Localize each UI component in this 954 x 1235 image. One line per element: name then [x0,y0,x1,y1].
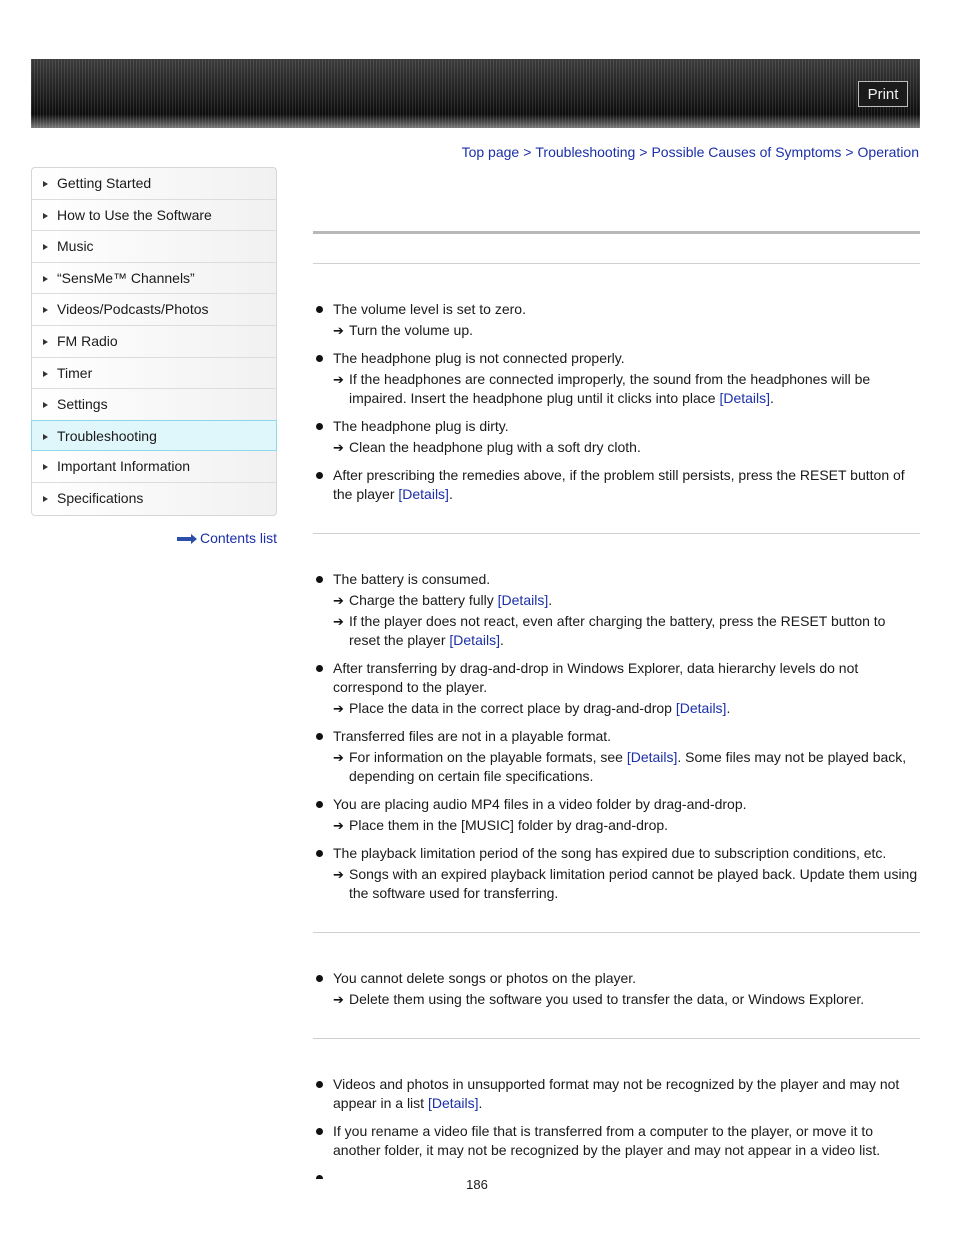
details-link[interactable]: [Details] [497,592,549,608]
bullet-icon [316,472,323,479]
bullet-icon [316,355,323,362]
breadcrumb-separator: > [523,144,532,160]
list-item [313,659,918,718]
remedy-text: Clean the headphone plug with a soft dry cloth. [349,439,641,455]
remedy-text: Place them in the [MUSIC] folder by drag-and-drop. [349,817,669,833]
breadcrumb-possible-causes[interactable]: Possible Causes of Symptoms [651,144,842,160]
cause-text: You cannot delete songs or photos on the player. [333,970,637,986]
triangle-right-icon [43,371,48,377]
bullet-icon [316,423,323,430]
arrow-right-icon: ➔ [333,593,344,608]
list-item [313,300,918,340]
cause-text: The headphone plug is dirty. [333,418,509,434]
remedy-text: Charge the battery fully [349,592,498,608]
sidebar-item-label: Getting Started [57,175,152,191]
section-divider [313,533,920,534]
list-item [313,969,918,1009]
symptom-section-4 [313,1075,918,1169]
arrow-right-icon: ➔ [333,323,344,338]
list-item [313,570,918,650]
cause-text: The headphone plug is not connected properly. [333,350,625,366]
sidebar-nav [31,167,277,516]
sidebar-item-videos-podcasts-photos[interactable] [32,294,276,326]
sidebar-item-getting-started[interactable] [32,168,276,200]
cause-text: After transferring by drag-and-drop in Windows Explorer, data hierarchy levels do not correspond to the player. [333,660,859,695]
triangle-right-icon [43,213,48,219]
arrow-right-icon: ➔ [333,614,344,629]
cause-text: Transferred files are not in a playable format. [333,728,612,744]
triangle-right-icon [43,307,48,313]
remedy [333,748,918,786]
triangle-right-icon [43,339,48,345]
remedy-text: Delete them using the software you used to transfer the data, or Windows Explorer. [349,991,865,1007]
print-button[interactable]: Print [858,81,908,107]
sidebar-item-label: Important Information [57,458,191,475]
details-link[interactable]: [Details] [626,749,678,765]
triangle-right-icon [43,244,48,250]
arrow-right-icon: ➔ [333,818,344,833]
triangle-right-icon [43,276,48,282]
list-item: Videos and photos in unsupported format may not be recognized by the player and may not appear in a list [Details]. [313,1075,918,1113]
cause-text: Videos and photos in unsupported format may not be recognized by the player and may not appear in a list [333,1076,900,1111]
cause-text: The playback limitation period of the song has expired due to subscription conditions, etc. [333,845,887,861]
remedy: ➔ If the player does not react, even after charging the battery, press the RESET button to reset the player [Details]. [333,613,886,648]
symptom-section-2 [313,570,918,912]
breadcrumb-operation[interactable]: Operation [857,144,919,160]
sidebar-item-important-information[interactable] [32,451,276,483]
sidebar-item-label: Specifications [57,489,144,506]
bullet-icon [316,1081,323,1088]
cause-text: After prescribing the remedies above, if the problem still persists, press the RESET button of the player [333,467,905,502]
breadcrumb [462,144,919,160]
sidebar-item-music[interactable] [32,231,276,263]
remedy-text: If the player does not react, even after charging the battery, press the RESET button to reset the player [349,613,886,648]
breadcrumb-top-page[interactable]: Top page [461,144,520,160]
details-link[interactable]: [Details] [719,390,771,406]
bullet-icon [316,975,323,982]
symptom-section-1 [313,300,918,513]
details-link[interactable]: [Details] [449,632,500,648]
remedy-text: If the headphones are connected improperly, the sound from the headphones will be impaired. Insert the headphone plug until it clicks into place [349,371,871,406]
sidebar-item-how-to-use-software[interactable] [32,200,276,232]
remedy [333,321,918,340]
list-item [313,1122,918,1160]
sidebar-item-sensme-channels[interactable] [32,263,276,295]
title-divider [313,231,920,234]
sidebar-item-label: “SensMe™ Channels” [57,269,195,286]
sidebar-item-label: Troubleshooting [57,427,157,444]
arrow-right-icon: ➔ [333,440,344,455]
triangle-right-icon [43,181,48,187]
sidebar-item-label: How to Use the Software [57,206,212,223]
remedy [333,438,918,457]
remedy-text: Songs with an expired playback limitation period cannot be played back. Update them using the software used for transferring. [349,866,918,901]
remedy: ➔ If the headphones are connected improperly, the sound from the headphones will be impaired. Insert the headphone plug until it clicks into place [Details]. [333,371,871,406]
bullet-icon [316,665,323,672]
list-item [313,727,918,786]
remedy-text: Place the data in the correct place by drag-and-drop [349,700,676,716]
bullet-icon [316,576,323,583]
breadcrumb-separator: > [845,144,854,160]
triangle-right-icon [43,402,48,408]
remedy: ➔ Place the data in the correct place by drag-and-drop [Details]. [333,700,731,716]
triangle-right-icon [43,464,48,470]
section-divider [313,1038,920,1039]
header-banner [31,59,920,128]
bullet-icon [316,733,323,740]
cause-text: You are placing audio MP4 files in a video folder by drag-and-drop. [333,796,747,812]
cause-text: The volume level is set to zero. [333,301,526,317]
triangle-right-icon [43,496,48,502]
bullet-icon [316,1128,323,1135]
sidebar-item-label: Settings [57,396,108,413]
details-link[interactable]: [Details] [675,700,727,716]
contents-list-link[interactable] [177,530,277,546]
remedy [333,816,918,835]
breadcrumb-troubleshooting[interactable]: Troubleshooting [535,144,636,160]
arrow-right-icon [177,535,197,543]
sidebar-item-fm-radio[interactable] [32,326,276,358]
remedy-text: . Some files may not be played back, depending on certain file specifications. [349,749,907,784]
sidebar-item-label: FM Radio [57,332,118,349]
section-divider [313,263,920,264]
remedy: ➔ Charge the battery fully [Details]. [333,592,553,608]
cause-text: The battery is consumed. [333,571,491,587]
remedy [333,990,918,1009]
sidebar-item-label: Music [57,238,94,255]
sidebar-item-label: Timer [57,364,93,381]
triangle-right-icon [43,434,48,440]
list-item [313,349,918,408]
sidebar-item-specifications[interactable] [32,483,276,515]
remedy [333,865,918,903]
remedy-text: For information on the playable formats, see [349,749,627,765]
sidebar-item-troubleshooting[interactable] [31,420,277,452]
list-item: After prescribing the remedies above, if the problem still persists, press the RESET button of the player [Details]. [313,466,918,504]
sidebar-item-timer[interactable] [32,358,276,390]
arrow-right-icon: ➔ [333,867,344,882]
sidebar-item-label: Videos/Podcasts/Photos [57,301,209,318]
sidebar-item-settings[interactable] [32,389,276,421]
bullet-icon [316,850,323,857]
arrow-right-icon: ➔ [333,992,344,1007]
details-link[interactable]: [Details] [398,486,449,502]
list-item [313,795,918,835]
list-item [313,417,918,457]
remedy-text: Turn the volume up. [349,322,473,338]
details-link[interactable]: [Details] [427,1095,479,1111]
arrow-right-icon: ➔ [333,701,344,716]
arrow-right-icon: ➔ [333,372,344,387]
page-number: 186 [466,1177,488,1192]
symptom-section-3 [313,969,918,1018]
cause-text: If you rename a video file that is transferred from a computer to the player, or move it to another folder, it may not be recognized by the player and may not appear in a video list. [333,1123,881,1158]
breadcrumb-separator: > [639,144,648,160]
contents-list-label: Contents list [199,530,277,546]
bullet-icon [316,306,323,313]
list-item [313,844,918,903]
arrow-right-icon: ➔ [333,750,344,765]
section-divider [313,932,920,933]
bullet-icon [316,801,323,808]
